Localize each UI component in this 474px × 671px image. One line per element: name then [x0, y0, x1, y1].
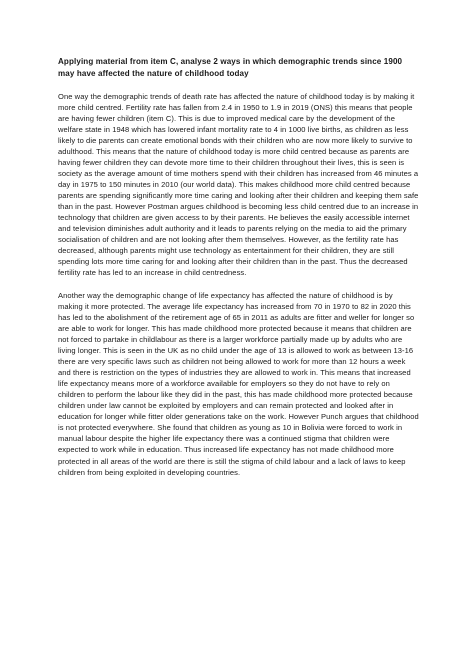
document-body	[58, 56, 419, 489]
paragraph-life-expectancy-protected: Another way the demographic change of life expectancy has affected the nature of childhood is by making it more protected. The average life expectancy has increased from 70 in 1970 to 82 in 2020 this has led to the abolishment of the retirement age of 65 in 2011 as adults are fitter and weller for longer so are able to work for longer. This has made childhood more protected because it means that children are not forced to partake in childlabour as there is a larger workforce partially made up by adults who are living longer. This is seen in the UK as no child under the age of 13 is allowed to work as between 13-16 there are very specific laws such as children not being allowed to work for more than 12 hours a week and there is restriction on the types of industries they are allowed to work in. This means that increased life expectancy means more of a workforce available for employers so they do not have to rely on children to perform the labour like they did in the past, this has made childhood more protected because children under law cannot be exploited by employers and can remain protected and looked after in education for longer while fitter older generations take on the work. However Punch argues that childhood is not protected everywhere. She found that children as young as 10 in Bolivia were forced to work in manual labour despite the higher life expectancy there was a continued stigma that children were expected to work while in education. Thus increased life expectancy has not made childhood more protected in all areas of the world are there is still the stigma of child labour and a lack of laws to keep children from being exploited in developing countries.	[58, 290, 419, 477]
paragraph-fertility-child-centred: One way the demographic trends of death rate has affected the nature of childhood today is by making it more child centred. Fertility rate has fallen from 2.4 in 1950 to 1.9 in 2019 (ONS) this means that people are having fewer children (item C). This is due to improved medical care by the development of the welfare state in 1948 which has lowered infant mortality rate to 4 in 1000 live births, as children as less likely to die parents can create emotional bonds with their children who are now more likely to survive to adulthood. This means that the nature of childhood today is more child centred because as parents are having fewer children they can devote more time to their children throughout their lives, this is seen is society as the average amount of time mothers spend with their children has increased from 46 minutes a day in 1975 to 150 minutes in 2010 (our world data). This makes childhood more child centred because parents are spending significantly more time caring and looking after their children and keeping them safe than in the past. However Postman argues childhood is becoming less child centred due to an increase in technology that children are given access to by their parents. He believes the easily accessible internet and television diminishes adult authority and it leads to parents relying on the media to aid the primary socialisation of children and are not looking after them themselves. However, as the fertility rate has decreased, although parents might use technology as entertainment for their children, they are still spending lots more time caring for and looking after their children than in the past. Thus the decreased fertility rate has led to an increase in child centredness.	[58, 91, 419, 278]
essay-question-heading: Applying material from item C, analyse 2 ways in which demographic trends since 1900 may have affected the nature of childhood today	[58, 57, 403, 78]
